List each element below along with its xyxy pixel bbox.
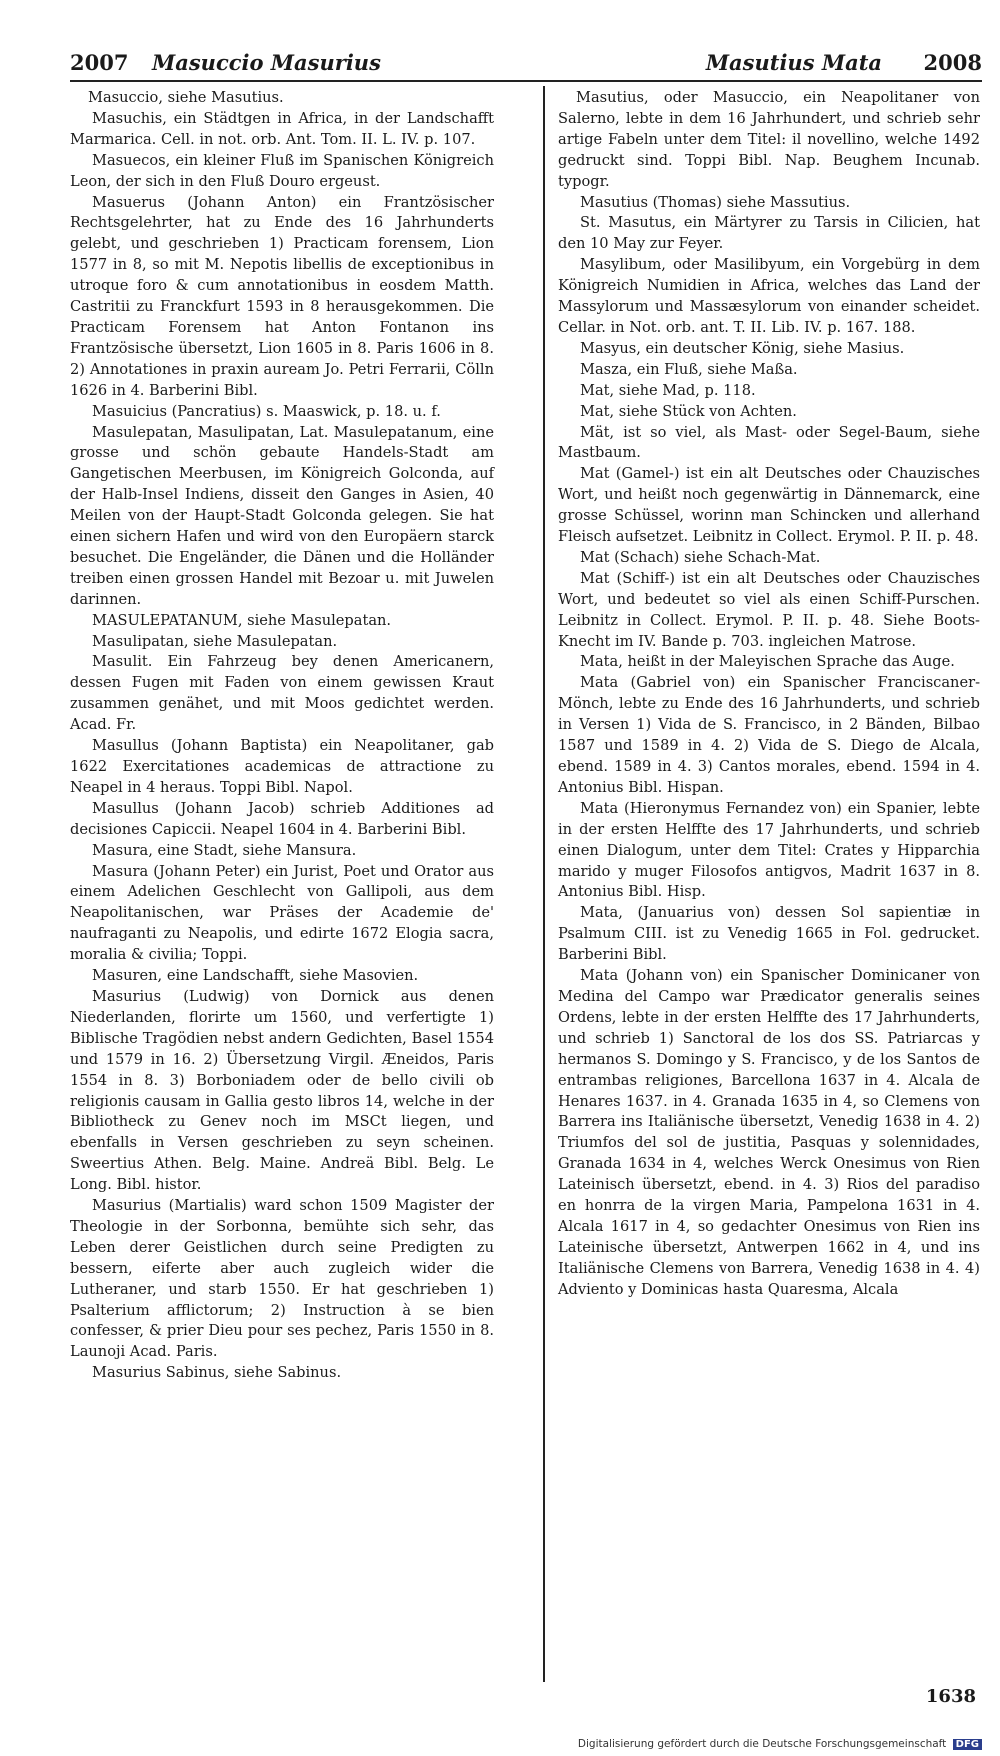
entry: Mata (Gabriel von) ein Spanischer Franciscaner-Mönch, lebte zu Ende des 16 Jahrhunderts, und schrieb in Versen 1) Vida de S. Francisco, in 2 Bänden, Bilbao 1587 und 1589 in 4. 2) Vida de S. Diego de Alcala, ebend. 1589 in 4. 3) Cantos morales, ebend. 1594 in 4. Antonius Bibl. Hispan. [558,674,980,796]
entry: Mata, (Januarius von) dessen Sol sapientiæ in Psalmum CIII. ist zu Venedig 1665 in Fol. gedrucket. Barberini Bibl. [558,904,980,964]
entry: Masura (Johann Peter) ein Jurist, Poet und Orator aus einem Adelichen Geschlecht von Gallipoli, aus dem Neapolitanischen, war Präses der Academie de' naufraganti zu Neapolis, und edirte 1672 Elogia sacra, moralia & civilia; Toppi. [70,862,494,964]
right-running-head: Masutius Mata [705,50,882,75]
catchword: 1638 [925,1686,976,1707]
entry: Masuerus (Johann Anton) ein Frantzösischer Rechtsgelehrter, hat zu Ende des 16 Jahrhunderts gelebt, und geschrieben 1) Practicam forensem, Lion 1577 in 8, so mit M. Nepotis libellis de exceptionibus in utroque foro & cum annotationibus in eosdem Matth. Castritii zu Franckfurt 1593 in 8 herausgekommen. Die Practicam Forensem hat Anton Fontanon ins Frantzösische übersetzt, Lion 1605 in 8. Paris 1606 in 8. 2) Annotationes in praxin auream Jo. Petri Ferrarii, Cölln 1626 in 4. Barberini Bibl. [70,193,494,399]
left-running-head: Masuccio Masurius [152,50,381,75]
entry: Mät, ist so viel, als Mast- oder Segel-Baum, siehe Mastbaum. [558,423,980,462]
entry: Mat (Schach) siehe Schach-Mat. [580,548,821,566]
entry: Masza, ein Fluß, siehe Maßa. [580,360,798,378]
page-header [70,46,982,82]
entry: Mat (Schiff-) ist ein alt Deutsches oder Chauzisches Wort, und bedeutet so viel als einen Schiff-Purschen. Leibnitz in Collect. Erymol. P. II. p. 48. Siehe Boots-Knecht im IV. Bande p. 703. ingleichen Matrose. [558,569,980,650]
entry: Mata (Hieronymus Fernandez von) ein Spanier, lebte in der ersten Helffte des 17 Jahrhunderts, und schrieb einen Dialogum, unter dem Titel: Crates y Hipparchia marido y muger Filosofos antigvos, Madrit 1637 in 8. Antonius Bibl. Hisp. [558,799,980,901]
entry: Masyus, ein deutscher König, siehe Masius. [580,339,905,357]
entry: Masulipatan, siehe Masulepatan. [92,632,338,650]
entry: Masuchis, ein Städtgen in Africa, in der Landschafft Marmarica. Cell. in not. orb. Ant. Tom. II. L. IV. p. 107. [70,109,494,148]
left-column [70,88,494,1384]
entry: Masurius (Martialis) ward schon 1509 Magister der Theologie in der Sorbonna, bemühte sich sehr, das Leben derer Geistlichen durch seine Predigten zu bessern, eiferte aber auch zugleich wider die Lutheraner, und starb 1550. Er hat geschrieben 1) Psalterium afflictorum; 2) Instruction à se bien confesser, & prier Dieu pour ses pechez, Paris 1550 in 8. Launoji Acad. Paris. [70,1197,494,1361]
entry: Masuren, eine Landschafft, siehe Masovien. [92,967,419,985]
left-page-number: 2007 [70,50,129,75]
entry: Mat, siehe Mad, p. 118. [580,381,756,399]
entry: St. Masutus, ein Märtyrer zu Tarsis in Cilicien, hat den 10 May zur Feyer. [558,214,980,253]
digitization-credit [578,1738,982,1750]
entry: Masulit. Ein Fahrzeug bey denen Americanern, dessen Fugen mit Faden von einem gewissen Kraut zusammen genähet, und mit Moos gedichtet werden. Acad. Fr. [70,653,494,734]
entry: Mat, siehe Stück von Achten. [580,402,797,420]
entry: Masuicius (Pancratius) s. Maaswick, p. 18. u. f. [92,402,441,420]
entry: Masurius Sabinus, siehe Sabinus. [92,1364,342,1382]
column-divider [543,86,545,1682]
entry: Masuecos, ein kleiner Fluß im Spanischen Königreich Leon, der sich in den Fluß Douro ergeust. [70,151,494,190]
entry: MASULEPATANUM, siehe Masulepatan. [92,611,392,629]
credit-text: Digitalisierung gefördert durch die Deutsche Forschungsgemeinschaft [577,1738,947,1750]
entry: Masura, eine Stadt, siehe Mansura. [92,841,357,859]
right-page-number: 2008 [923,50,982,75]
dfg-logo: DFG [953,1739,982,1750]
entry: Masylibum, oder Masilibyum, ein Vorgebürg in dem Königreich Numidien in Africa, welches das Land der Massylorum und Massæsylorum von einander scheidet. Cellar. in Not. orb. ant. T. II. Lib. IV. p. 167. 188. [558,256,980,336]
entry: Mata (Johann von) ein Spanischer Dominicaner von Medina del Campo war Prædicator generalis seines Ordens, lebte in der ersten Helffte des 17 Jahrhunderts, und schrieb 1) Sanctoral de los dos SS. Patriarcas y hermanos S. Domingo y S. Francisco, y de los Santos de entrambas religiones, Barcellona 1637 in 4. Alcala de Henares 1637. in 4. Granada 1635 in 4, so Clemens von Barrera ins Italiänische übersetzt, Venedig 1638 in 4. 2) Triumfos del sol de justitia, Pasquas y solennidades, Granada 1634 in 4, welches Werck Onesimus von Rien Lateinisch übersetzt, ebend. in 4. 3) Rios del paradiso en honrra de la virgen Maria, Pampelona 1631 in 4. Alcala 1617 in 4, so gedachter Onesimus von Rien ins Lateinische übersetzt, Antwerpen 1662 in 4, und ins Italiänische Clemens von Barrera, Venedig 1638 in 4. 4) Adviento y Dominicas hasta Quaresma, Alcala [558,967,980,1298]
entry: Mat (Gamel-) ist ein alt Deutsches oder Chauzisches Wort, und heißt noch gegenwärtig in Dännemarck, eine grosse Schüssel, worinn man Schincken und allerhand Fleisch aufsetzet. Leibnitz in Collect. Erymol. P. II. p. 48. [558,465,980,546]
entry: Mata, heißt in der Maleyischen Sprache das Auge. [580,653,955,671]
entry: Masutius (Thomas) siehe Massutius. [580,193,851,211]
entry: Masullus (Johann Jacob) schrieb Additiones ad decisiones Capiccii. Neapel 1604 in 4. Barberini Bibl. [70,799,494,838]
entry: Masullus (Johann Baptista) ein Neapolitaner, gab 1622 Exercitationes academicas de attractione zu Neapel in 4 heraus. Toppi Bibl. Napol. [70,737,494,796]
entry: Masurius (Ludwig) von Dornick aus denen Niederlanden, florirte um 1560, und verfertigte 1) Biblische Tragödien nebst andern Gedichten, Basel 1554 und 1579 in 16. 2) Übersetzung Virgil. Æneidos, Paris 1554 in 8. 3) Borboniadem oder de bello civili ob religionis causam in Gallia gesto libros 14, welche in der Bibliotheck zu Genev noch im MSCt liegen, und ebenfalls in Versen geschrieben zu seyn scheinen. Sweertius Athen. Belg. Maine. Andreä Bibl. Belg. Le Long. Bibl. histor. [70,987,494,1194]
right-column [558,88,980,1301]
entry: Masutius, oder Masuccio, ein Neapolitaner von Salerno, lebte in dem 16 Jahrhundert, und schrieb sehr artige Fabeln unter dem Titel: il novellino, welche 1492 gedruckt sind. Toppi Bibl. Nap. Beughem Incunab. typogr. [558,89,980,190]
entry: Masulepatan, Masulipatan, Lat. Masulepatanum, eine grosse und schön gebaute Handels-Stadt am Gangetischen Meerbusen, im Königreich Golconda, auf der Halb-Insel Indiens, disseit den Ganges in Asien, 40 Meilen von der Haupt-Stadt Golconda gelegen. Sie hat einen sichern Hafen und wird von den Europäern starck besuchet. Die Engeländer, die Dänen und die Holländer treiben einen grossen Handel mit Bezoar u. mit Juwelen darinnen. [70,423,494,608]
entry: Masuccio, siehe Masutius. [88,89,284,106]
